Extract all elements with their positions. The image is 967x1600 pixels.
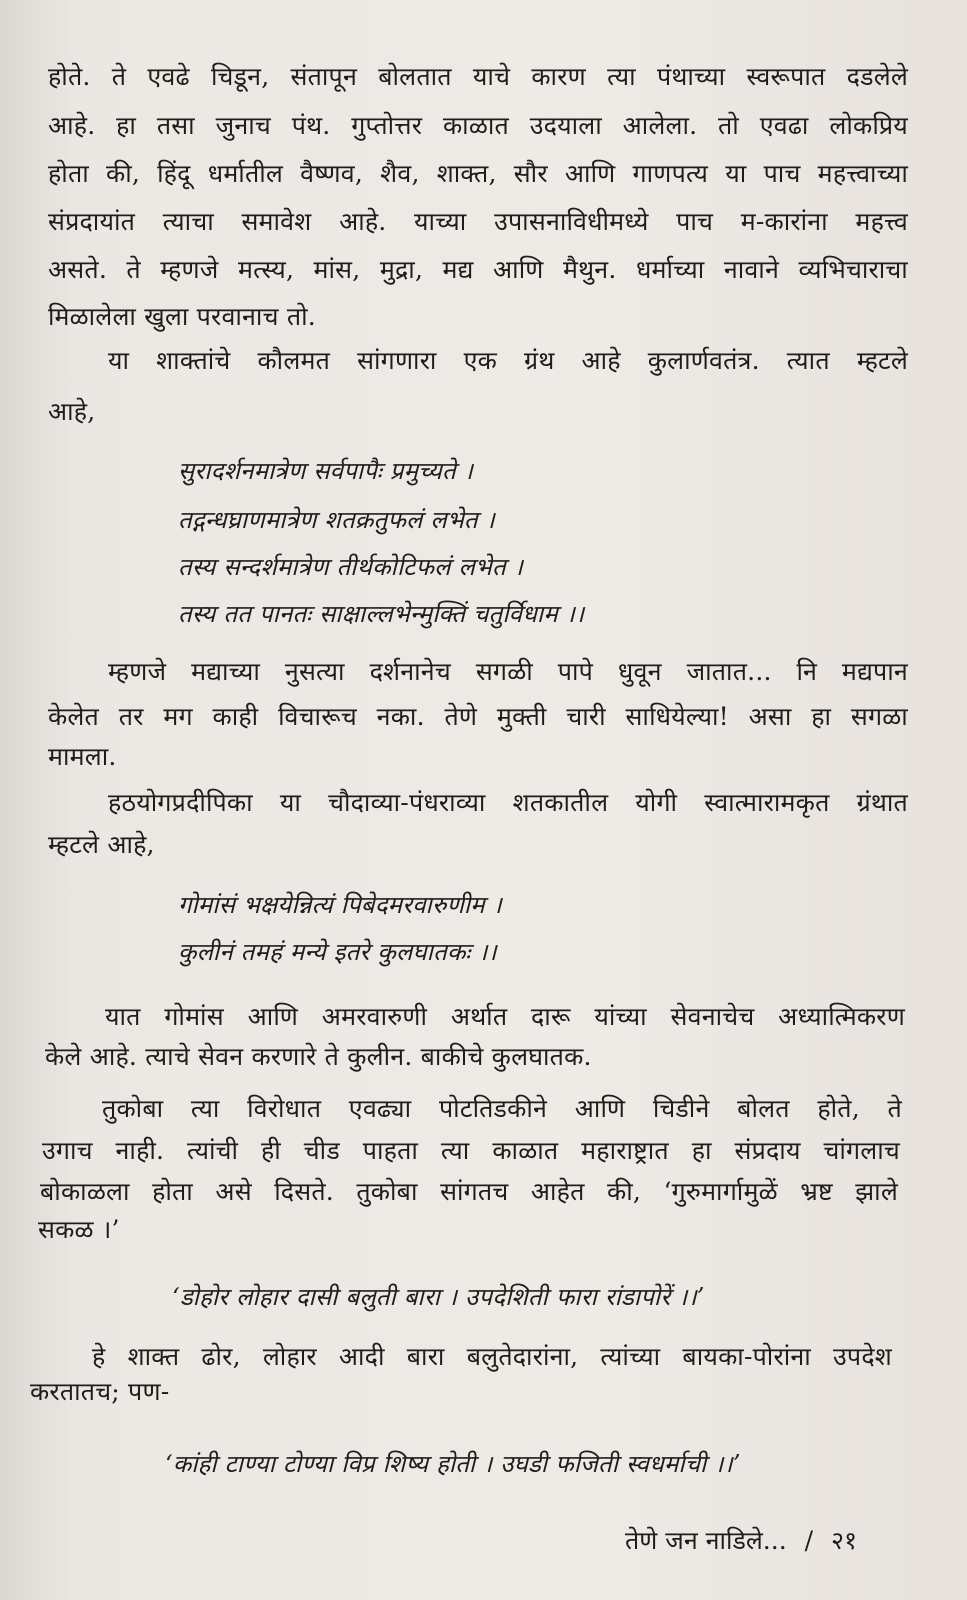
text-line: तुकोबा त्या विरोधात एवढ्या पोटतिडकीने आणि चिडीने बोलत होते, ते [102,1094,902,1123]
text-line: संप्रदायांत त्याचा समावेश आहे. याच्या उपासनाविधीमध्ये पाच म-कारांना महत्त्व [48,207,908,236]
verse-line: तस्य सन्दर्शमात्रेण तीर्थकोटिफलं लभेत । [178,553,524,581]
text-line: केले आहे. त्याचे सेवन करणारे ते कुलीन. बाकीचे कुलघातक. [45,1042,592,1071]
verse-line: कुलीनं तमहं मन्ये इतरे कुलघातकः ।। [178,938,497,966]
text-line: आहे. हा तसा जुनाच पंथ. गुप्तोत्तर काळात उदयाला आलेला. तो एवढा लोकप्रिय [48,111,908,140]
verse-line: तस्य तत पानतः साक्षाल्लभेन्मुक्तिं चतुर्विधाम ।। [178,600,585,628]
text-line: मामला. [48,742,117,771]
text-line: केलेत तर मग काही विचारूच नका. तेणे मुक्ती चारी साधियेल्या! असा हा सगळा [48,702,908,731]
page-footer [615,1524,857,1558]
text-line: होता की, हिंदू धर्मातील वैष्णव, शैव, शाक्त, सौर आणि गाणपत्य या पाच महत्त्वाच्या [48,159,908,188]
text-line: म्हणजे मद्याच्या नुसत्या दर्शनानेच सगळी पापे धुवून जातात... नि मद्यपान [108,657,908,686]
text-line: सकळ ।’ [38,1215,120,1244]
text-line: आहे, [48,397,96,426]
verse-line: सुरादर्शनमात्रेण सर्वपापैः प्रमुच्यते । [178,457,473,485]
text-line: मिळालेला खुला परवानाच तो. [48,302,316,331]
footer-separator: / [804,1526,814,1555]
running-title: तेणे जन नाडिले... [625,1526,787,1555]
verse-line: ‘डोहोर लोहार दासी बलुती बारा । उपदेशिती फारा रांडापोरें ।।’ [172,1283,705,1311]
verse-line: तद्गन्धघ्राणमात्रेण शतक्रतुफलं लभेत । [178,506,495,534]
page-number: २१ [830,1526,857,1555]
verse-line: ‘कांही टाण्या टोण्या विप्र शिष्य होती । उघडी फजिती स्वधर्माची ।।’ [165,1450,741,1478]
text-line: होते. ते एवढे चिडून, संतापून बोलतात याचे कारण त्या पंथाच्या स्वरूपात दडलेले [48,62,908,91]
text-line: यात गोमांस आणि अमरवारुणी अर्थात दारू यांच्या सेवनाचेच अध्यात्मिकरण [105,1002,905,1031]
text-line: हठयोगप्रदीपिका या चौदाव्या-पंधराव्या शतकातील योगी स्वात्मारामकृत ग्रंथात [108,788,908,817]
text-line: असते. ते म्हणजे मत्स्य, मांस, मुद्रा, मद्य आणि मैथुन. धर्माच्या नावाने व्यभिचाराचा [48,255,908,284]
text-line: बोकाळला होता असे दिसते. तुकोबा सांगतच आहेत की, ‘गुरुमार्गामुळें भ्रष्ट झाले [40,1177,898,1206]
text-line: या शाक्तांचे कौलमत सांगणारा एक ग्रंथ आहे कुलार्णवतंत्र. त्यात म्हटले [108,346,908,375]
text-line: हे शाक्त ढोर, लोहार आदी बारा बलुतेदारांना, त्यांच्या बायका-पोरांना उपदेश [92,1342,892,1371]
text-line: करतातच; पण- [30,1377,170,1406]
text-line: उगाच नाही. त्यांची ही चीड पाहता त्या काळात महाराष्ट्रात हा संप्रदाय चांगलाच [42,1136,900,1165]
text-line: म्हटले आहे, [48,830,155,859]
verse-line: गोमांसं भक्षयेन्नित्यं पिबेदमरवारुणीम । [178,891,502,919]
